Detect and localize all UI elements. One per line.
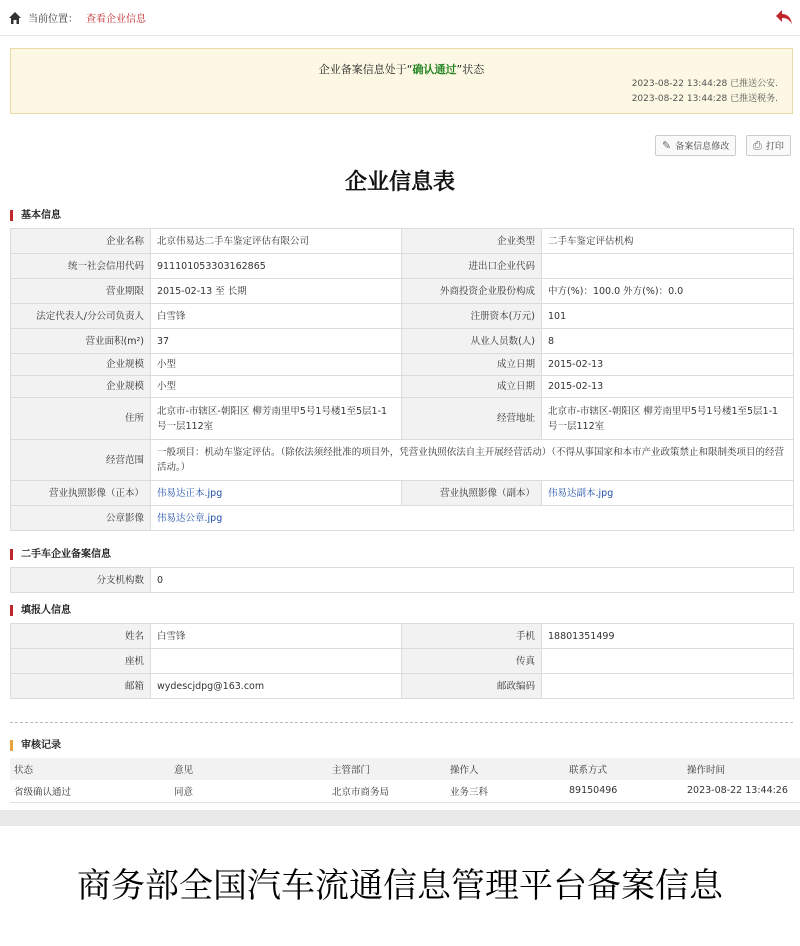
divider [10, 722, 793, 723]
home-icon[interactable] [8, 11, 22, 25]
field-label: 外商投资企业股份构成 [402, 279, 542, 304]
field-value: 小型 [151, 376, 402, 398]
field-label: 座机 [11, 649, 151, 674]
field-value: 0 [151, 568, 794, 593]
column-header: 操作人 [446, 758, 565, 780]
field-label: 统一社会信用代码 [11, 254, 151, 279]
table-cell: 业务三科 [446, 780, 565, 802]
audit-table [10, 758, 800, 803]
field-label: 营业面积(m²) [11, 329, 151, 354]
license-copy-link[interactable]: 伟易达副本.jpg [548, 487, 614, 499]
table-row [10, 780, 800, 802]
breadcrumb-label: 当前位置： [28, 14, 78, 25]
field-label: 营业执照影像（正本） [11, 481, 151, 506]
status-line: 2023-08-22 13:44:28 已推送税务. [631, 94, 778, 104]
table-cell: 2023-08-22 13:44:26 [683, 780, 800, 802]
page-footer-strip [0, 810, 800, 826]
field-label: 姓名 [11, 624, 151, 649]
field-label: 手机 [402, 624, 542, 649]
field-value: 8 [542, 329, 794, 354]
field-value: 北京市-市辖区-朝阳区 柳芳南里甲5号1号楼1至5层1-1号一层112室 [542, 398, 794, 440]
column-header: 意见 [170, 758, 328, 780]
field-value: 2015-02-13 至 长期 [151, 279, 402, 304]
column-header: 操作时间 [683, 758, 800, 780]
section-title-audit: 审核记录 [10, 740, 61, 751]
edit-filing-label: 备案信息修改 [675, 142, 730, 152]
field-value [151, 481, 402, 506]
print-button[interactable] [746, 135, 791, 156]
field-value [542, 674, 794, 699]
printer-icon: ⎙ [753, 138, 762, 152]
table-cell: 同意 [170, 780, 328, 802]
back-arrow-icon[interactable] [774, 7, 794, 27]
field-label: 成立日期 [402, 376, 542, 398]
status-line: 2023-08-22 13:44:28 已推送公安. [631, 79, 778, 89]
field-label: 邮箱 [11, 674, 151, 699]
print-label: 打印 [765, 142, 784, 152]
field-value [151, 649, 402, 674]
status-suffix: ”状态 [456, 63, 485, 76]
table-cell: 89150496 [565, 780, 683, 802]
field-label: 营业执照影像（副本） [402, 481, 542, 506]
field-label: 邮政编码 [402, 674, 542, 699]
field-value [542, 481, 794, 506]
business-scope-value: 一般项目：机动车鉴定评估。（除依法须经批准的项目外，凭营业执照依法自主开展经营活动）（不得从事国家和本市产业政策禁止和限制类项目的经营活动。） [151, 440, 794, 481]
field-label: 营业期限 [11, 279, 151, 304]
section-title-dealer: 二手车企业备案信息 [10, 549, 111, 560]
column-header: 联系方式 [565, 758, 683, 780]
section-title-reporter: 填报人信息 [10, 605, 71, 616]
field-value: 白雪锋 [151, 624, 402, 649]
status-highlight: 确认通过 [412, 63, 457, 76]
reporter-info-table [10, 623, 794, 699]
image-caption: 商务部全国汽车流通信息管理平台备案信息 [77, 866, 723, 906]
breadcrumb [0, 0, 800, 36]
field-value: 二手车鉴定评估机构 [542, 229, 794, 254]
field-value: 2015-02-13 [542, 376, 794, 398]
field-label: 经营范围 [11, 440, 151, 481]
field-value [151, 506, 794, 531]
page-title: 企业信息表 [344, 170, 455, 195]
field-label: 公章影像 [11, 506, 151, 531]
field-label: 企业规模 [11, 376, 151, 398]
field-value: 101 [542, 304, 794, 329]
basic-info-table [10, 228, 794, 531]
edit-filing-button[interactable] [655, 135, 736, 156]
field-value: 37 [151, 329, 402, 354]
table-cell: 省级确认通过 [10, 780, 170, 802]
field-value: 北京市-市辖区-朝阳区 柳芳南里甲5号1号楼1至5层1-1号一层112室 [151, 398, 402, 440]
field-label: 企业名称 [11, 229, 151, 254]
field-label: 传真 [402, 649, 542, 674]
field-label: 成立日期 [402, 354, 542, 376]
field-label: 经营地址 [402, 398, 542, 440]
field-value [542, 649, 794, 674]
field-label: 进出口企业代码 [402, 254, 542, 279]
field-label: 从业人员数(人) [402, 329, 542, 354]
field-label: 分支机构数 [11, 568, 151, 593]
edit-icon: ✎ [662, 139, 672, 152]
license-front-link[interactable]: 伟易达正本.jpg [157, 487, 223, 499]
status-prefix: 企业备案信息处于“ [318, 63, 413, 76]
field-value [542, 254, 794, 279]
field-value: wydescjdpg@163.com [151, 674, 402, 699]
field-label: 企业规模 [11, 354, 151, 376]
seal-link[interactable]: 伟易达公章.jpg [157, 512, 223, 524]
field-label: 法定代表人/分公司负责人 [11, 304, 151, 329]
status-notice [10, 48, 793, 114]
field-label: 注册资本(万元) [402, 304, 542, 329]
field-value: 北京伟易达二手车鉴定评估有限公司 [151, 229, 402, 254]
field-value: 18801351499 [542, 624, 794, 649]
field-value: 小型 [151, 354, 402, 376]
field-value: 中方(%)：100.0 外方(%)：0.0 [542, 279, 794, 304]
field-label: 住所 [11, 398, 151, 440]
status-message [11, 61, 792, 77]
section-title-basic: 基本信息 [10, 210, 61, 221]
field-value: 白雪锋 [151, 304, 402, 329]
field-value: 2015-02-13 [542, 354, 794, 376]
field-label: 企业类型 [402, 229, 542, 254]
column-header: 状态 [10, 758, 170, 780]
dealer-info-table [10, 567, 794, 593]
table-cell: 北京市商务局 [328, 780, 446, 802]
breadcrumb-current[interactable]: 查看企业信息 [86, 14, 146, 25]
field-value: 911101053303162865 [151, 254, 402, 279]
column-header: 主管部门 [328, 758, 446, 780]
